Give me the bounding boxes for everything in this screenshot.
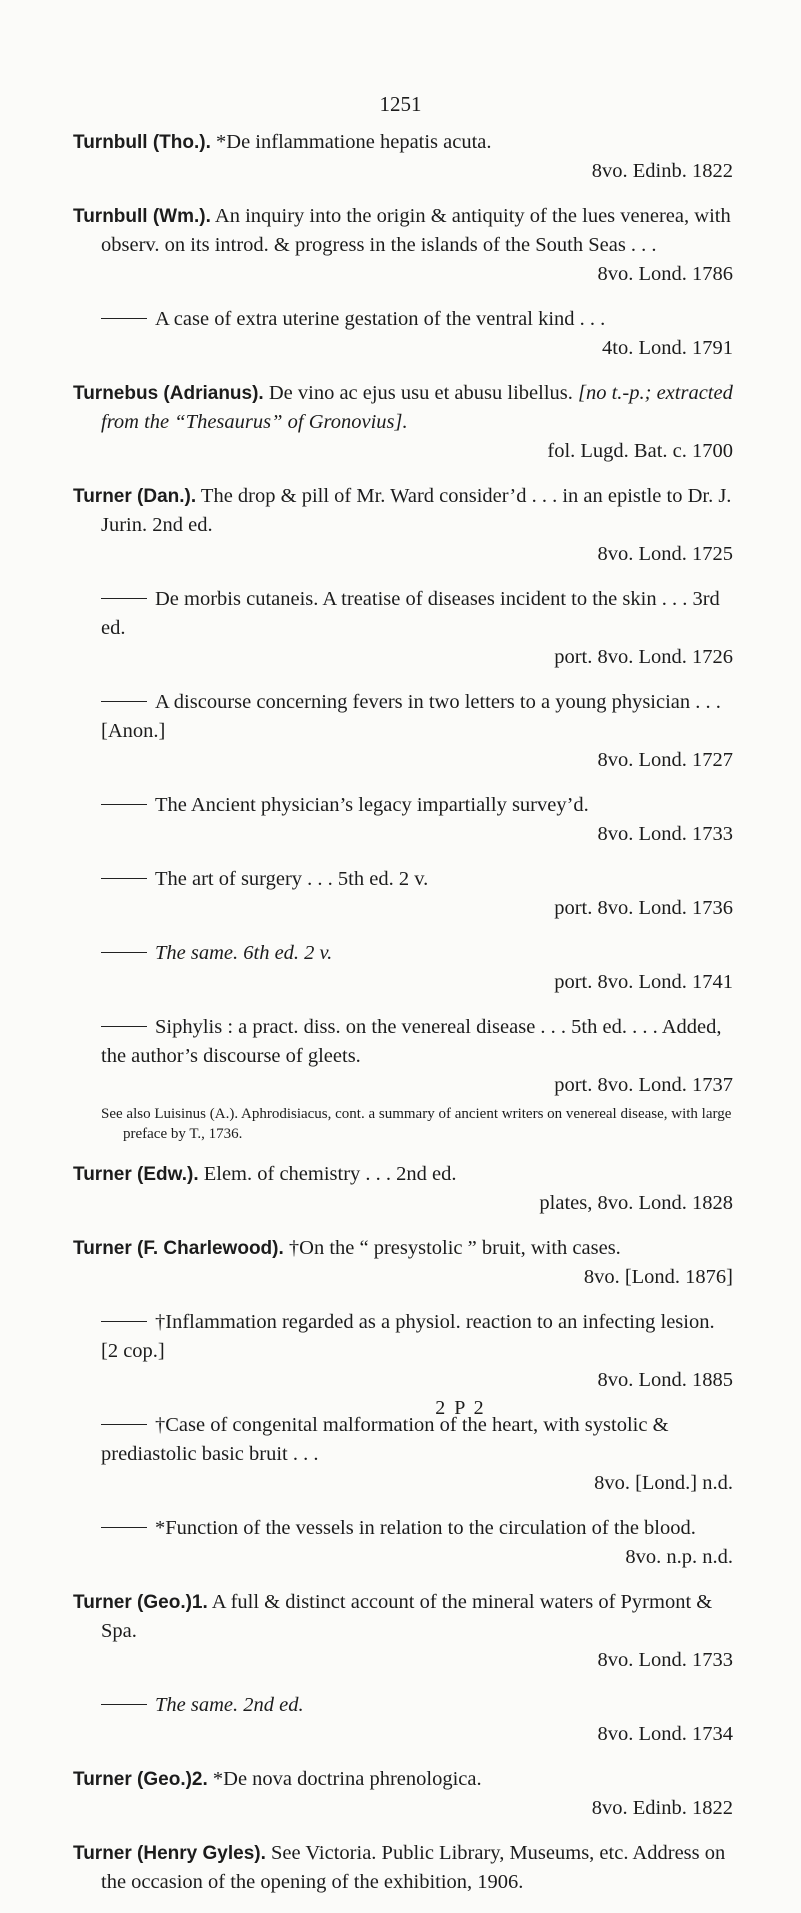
entry-title: The art of surgery . . . 5th ed. 2 v.	[155, 868, 429, 890]
entry-imprint: 8vo. Lond. 1725	[597, 543, 733, 565]
entry-imprint: 8vo. Edinb. 1822	[591, 160, 733, 182]
see-also-text: See also Luisinus (A.). Aphrodisiacus, cont. a summary of ancient writers on venereal disease, with large preface by T., 1736.	[101, 1106, 732, 1142]
entry-turner-f-4	[73, 1514, 733, 1572]
entry-heading: Turner (Henry Gyles).	[73, 1843, 266, 1864]
entry-imprint: 8vo. Lond. 1786	[597, 263, 733, 285]
entry-imprint: port. 8vo. Lond. 1741	[554, 971, 733, 993]
entry-title: A discourse concerning fevers in two letters to a young physician . . . [Anon.]	[101, 691, 721, 742]
ditto-dash	[101, 1026, 147, 1027]
entry-turner-dan-4	[73, 791, 733, 849]
entry-turner-dan-7	[73, 1013, 733, 1100]
entry-turner-dan-6	[73, 939, 733, 997]
entry-title: De vino ac ejus usu et abusu libellus.	[268, 382, 573, 404]
ditto-dash	[101, 1527, 147, 1528]
entry-imprint: 8vo. Lond. 1733	[597, 823, 733, 845]
entry-title: The drop & pill of Mr. Ward consider’d . . . in an epistle to Dr. J. Jurin. 2nd ed.	[101, 485, 732, 536]
entry-turner-geo-2	[73, 1765, 733, 1823]
entry-turner-dan-5	[73, 865, 733, 923]
entry-imprint: 8vo. n.p. n.d.	[625, 1546, 733, 1568]
entry-imprint: 8vo. Lond. 1733	[597, 1649, 733, 1671]
entry-turner-dan-3	[73, 688, 733, 775]
entry-title: Elem. of chemistry . . . 2nd ed.	[203, 1163, 457, 1185]
entry-heading: Turnebus (Adrianus).	[73, 383, 264, 404]
entry-imprint: plates, 8vo. Lond. 1828	[539, 1192, 733, 1214]
entry-heading: Turner (Geo.)2.	[73, 1769, 208, 1790]
entry-title: The same. 2nd ed.	[155, 1694, 304, 1716]
entry-imprint: 8vo. Lond. 1727	[597, 749, 733, 771]
entry-title: See Victoria. Public Library, Museums, etc. Address on the occasion of the opening of the exhibition, 1906.	[101, 1842, 726, 1893]
entry-title: A case of extra uterine gestation of the ventral kind . . .	[155, 308, 606, 330]
signature-mark: 2 P 2	[435, 1397, 486, 1419]
ditto-dash	[101, 878, 147, 879]
entry-turnbull-wm-2	[73, 305, 733, 363]
ditto-dash	[101, 318, 147, 319]
entry-title: A full & distinct account of the mineral waters of Pyrmont & Spa.	[101, 1591, 713, 1642]
entry-imprint: 8vo. Lond. 1885	[597, 1369, 733, 1391]
entry-turner-geo-1b	[73, 1691, 733, 1749]
entry-turner-henry	[73, 1839, 733, 1897]
entry-turner-geo-1	[73, 1588, 733, 1675]
entry-turner-f	[73, 1234, 733, 1292]
entry-title: Siphylis : a pract. diss. on the venereal disease . . . 5th ed. . . . Added, the author’s discourse of gleets.	[101, 1016, 722, 1067]
ditto-dash	[101, 952, 147, 953]
bibliography-list	[73, 128, 733, 1913]
ditto-dash	[101, 1424, 147, 1425]
see-also-note	[73, 1104, 733, 1144]
entry-imprint: port. 8vo. Lond. 1726	[554, 646, 733, 668]
entry-title: *De nova doctrina phrenologica.	[212, 1768, 482, 1790]
entry-heading: Turner (Dan.).	[73, 486, 197, 507]
ditto-dash	[101, 701, 147, 702]
ditto-dash	[101, 1321, 147, 1322]
entry-heading: Turner (Geo.)1.	[73, 1592, 208, 1613]
entry-turner-edw	[73, 1160, 733, 1218]
entry-turner-dan	[73, 482, 733, 569]
entry-title: †Case of congenital malformation of the heart, with systolic & prediastolic basic bruit . . .	[101, 1414, 669, 1465]
entry-imprint: 4to. Lond. 1791	[602, 337, 733, 359]
entry-turner-f-3	[73, 1411, 733, 1498]
entry-title: *De inflammatione hepatis acuta.	[216, 131, 492, 153]
entry-imprint: port. 8vo. Lond. 1737	[554, 1074, 733, 1096]
entry-imprint: 8vo. Lond. 1734	[597, 1723, 733, 1745]
entry-imprint: 8vo. [Lond. 1876]	[583, 1266, 733, 1288]
entry-title: De morbis cutaneis. A treatise of diseases incident to the skin . . . 3rd ed.	[101, 588, 720, 639]
entry-imprint: 8vo. [Lond.] n.d.	[594, 1472, 733, 1494]
entry-note-italic: [no t.-p.; extracted from the “Thesaurus” of Gronovius].	[101, 382, 733, 433]
entry-heading: Turnbull (Tho.).	[73, 132, 211, 153]
entry-title: An inquiry into the origin & antiquity of the lues venerea, with observ. on its introd. & progress in the islands of the South Seas . . .	[101, 205, 731, 256]
entry-title: The same. 6th ed. 2 v.	[155, 942, 333, 964]
entry-title: †On the “ presystolic ” bruit, with cases.	[288, 1237, 621, 1259]
entry-heading: Turnbull (Wm.).	[73, 206, 211, 227]
entry-turnbull-wm	[73, 202, 733, 289]
entry-heading: Turner (F. Charlewood).	[73, 1238, 284, 1259]
entry-imprint: 8vo. Edinb. 1822	[591, 1797, 733, 1819]
entry-heading: Turner (Edw.).	[73, 1164, 199, 1185]
page-number: 1251	[379, 92, 422, 116]
entry-title: The Ancient physician’s legacy impartially survey’d.	[155, 794, 589, 816]
entry-turner-dan-2	[73, 585, 733, 672]
entry-imprint: fol. Lugd. Bat. c. 1700	[547, 440, 733, 462]
entry-title: †Inflammation regarded as a physiol. reaction to an infecting lesion. [2 cop.]	[101, 1311, 715, 1362]
entry-imprint: port. 8vo. Lond. 1736	[554, 897, 733, 919]
entry-turner-f-2	[73, 1308, 733, 1395]
entry-turnebus	[73, 379, 733, 466]
entry-title: *Function of the vessels in relation to the circulation of the blood.	[155, 1517, 696, 1539]
ditto-dash	[101, 804, 147, 805]
ditto-dash	[101, 598, 147, 599]
entry-turnbull-tho	[73, 128, 733, 186]
ditto-dash	[101, 1704, 147, 1705]
